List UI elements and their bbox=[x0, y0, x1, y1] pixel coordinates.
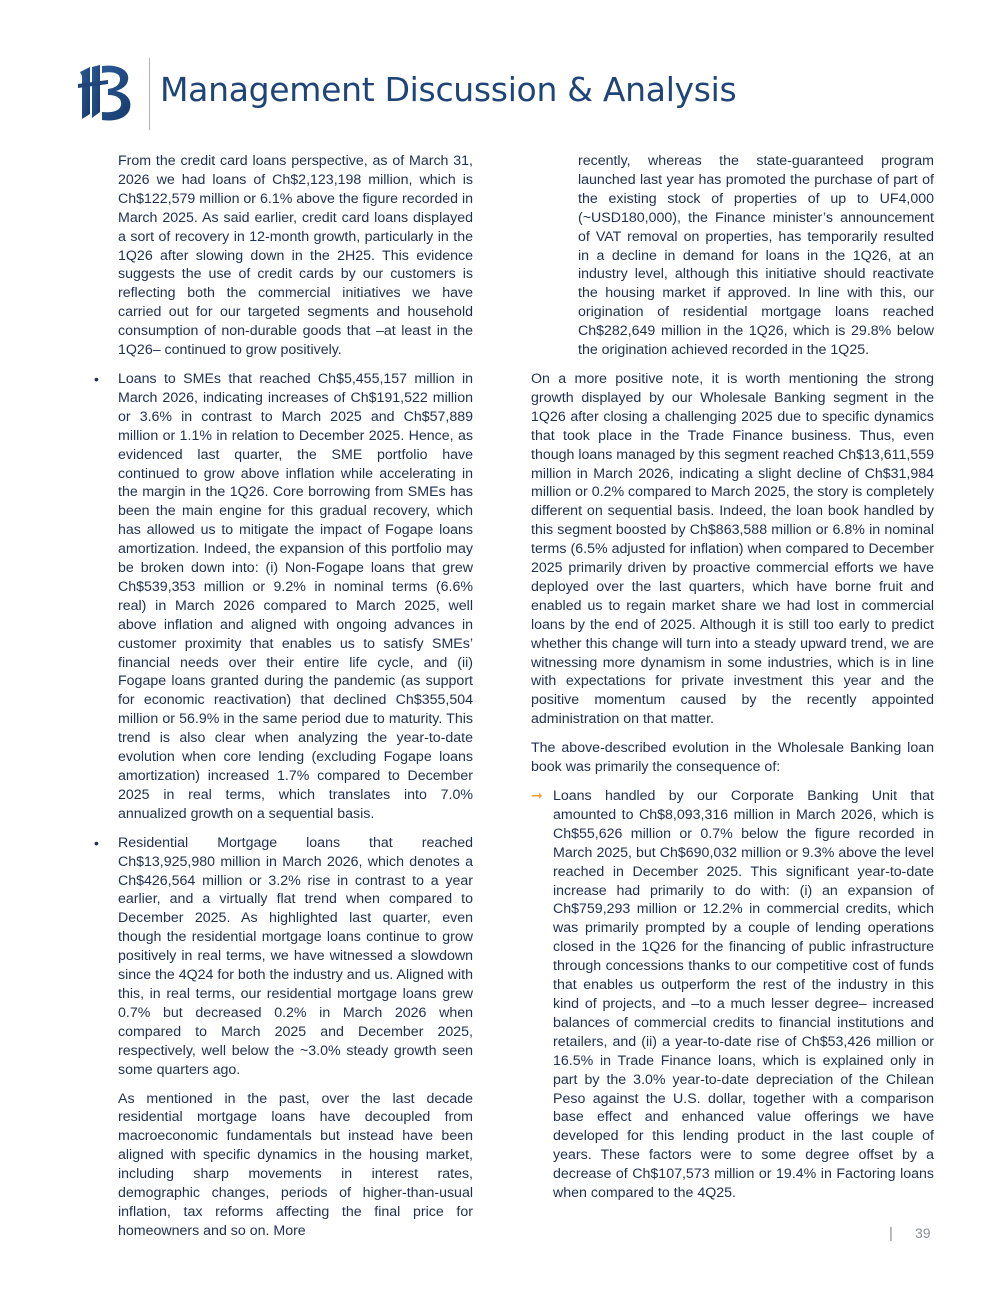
residential-mortgage-text: Residential Mortgage loans that reached Ch$13,925,980 million in March 2026, which denotes a Ch$426,564 million or 3.2% rise in contrast to a year earlier, and a virtually flat trend when compared to December 2025. As highlighted last quarter, even though the residential mortgage loans continue to grow positively in real terms, we have witnessed a slowdown since the 4Q24 for both the industry and us. Aligned with this, in real terms, our residential mortgage loans grew 0.7% but decreased 0.2% in March 2026 when compared to March 2025 and December 2025, respectively, well below the ~3.0% steady growth seen some quarters ago. bbox=[118, 834, 473, 1078]
right-column bbox=[531, 152, 934, 1203]
page-header bbox=[0, 0, 1004, 140]
left-column bbox=[94, 152, 473, 1251]
mortgage-continuation-paragraph: recently, whereas the state-guaranteed program launched last year has promoted the purchase of part of the existing stock of properties of up to UF4,000 (~USD180,000), the Finance minister’s announcement of VAT removal on properties, has temporarily resulted in a decline in demand for loans in the 1Q26, at an industry level, although this initiative should reactivate the housing market if approved. In line with this, our origination of residential mortgage loans reached Ch$282,649 million in the 1Q26, which is 29.8% below the origination achieved recorded in the 1Q25. bbox=[578, 153, 934, 359]
page-number: 39 bbox=[915, 1225, 931, 1241]
wholesale-banking-paragraph: On a more positive note, it is worth mentioning the strong growth displayed by our Wholesale Banking segment in the 1Q26 after closing a challenging 2025 due to specific dynamics that took place in the Trade Finance business. Thus, even though loans managed by this segment reached Ch$13,611,559 million in March 2026, indicating a slight decline of Ch$31,984 million or 0.2% compared to March 2025, the story is completely different on sequential basis. Indeed, the loan book handled by this segment boosted by Ch$863,588 million or 6.8% in nominal terms (6.5% adjusted for inflation) when compared to December 2025 primarily driven by proactive commercial efforts we have deployed over the last quarters, which have borne fruit and enabled us to regain market share we had lost in commercial loans by the end of 2025. Although it is still too early to predict whether this change will turn into a steady upward trend, we are witnessing more dynamism in some industries, which is in line with expectations for private investment this year and the positive momentum caused by the recently appointed administration on that matter. bbox=[531, 370, 934, 728]
list-item-sme-loans bbox=[94, 370, 473, 824]
list-item-corporate-banking bbox=[531, 787, 934, 1203]
page-title: Management Discussion & Analysis bbox=[160, 70, 737, 109]
sme-loans-text: Loans to SMEs that reached Ch$5,455,157 million in March 2026, indicating increases of Ch$191,522 million or 3.6% in contrast to March 2025 and Ch$57,889 million or 1.1% in relation to December 2025. Hence, as evidenced last quarter, the SME portfolio have continued to grow above inflation while accelerating in the margin in the 1Q26. Core borrowing from SMEs has been the main engine for this gradual recovery, which has allowed us to mitigate the impact of Fogape loans amortization. Indeed, the expansion of this portfolio may be broken down into: (i) Non-Fogape loans that grew Ch$539,353 million or 9.2% in nominal terms (6.6% real) in March 2026 compared to March 2025, well above inflation and aligned with ongoing advances in customer proximity that enables us to satisfy SMEs’ financial needs over their entire life cycle, and (ii) Fogape loans granted during the pandemic (as support for economic reactivation) that declined Ch$355,504 million or 56.9% in the same period due to maturity. This trend is also clear when analyzing the year-to-date evolution when core lending (excluding Fogape loans amortization) increased 1.7% compared to December 2025 in real terms, which translates into 7.0% annualized growth on a sequential basis. bbox=[118, 370, 473, 822]
wholesale-evolution-paragraph: The above-described evolution in the Wholesale Banking loan book was primarily the consequence of: bbox=[531, 740, 934, 776]
list-item-residential-mortgage bbox=[94, 834, 473, 1080]
mortgage-context-paragraph: As mentioned in the past, over the last decade residential mortgage loans have decoupled from macroeconomic fundamentals but instead have been aligned with specific dynamics in the housing market, including sharp movements in interest rates, demographic changes, periods of higher-than-usual inflation, tax reforms affecting the final price for homeowners and so on. More bbox=[118, 1090, 473, 1239]
bank-logo-icon bbox=[78, 64, 134, 122]
corporate-banking-text: Loans handled by our Corporate Banking Unit that amounted to Ch$8,093,316 million in March 2026, which is Ch$55,626 million or 0.7% below the figure recorded in March 2025, but Ch$690,032 million or 9.3% above the level reached in December 2025. This significant year-to-date increase had primarily to do with: (i) an expansion of Ch$759,293 million or 12.2% in commercial credits, which was primarily prompted by a couple of lending operations closed in the 1Q26 for the financing of public infrastructure through concessions thanks to our competitive cost of funds that enables us outperform the rest of the industry in this kind of projects, and –to a much lesser degree– increased balances of commercial credits to financial institutions and retailers, and (ii) a year-to-date rise of Ch$53,426 million or 16.5% in Trade Finance loans, which is explained only in part by the 3.0% year-to-date depreciation of the Chilean Peso against the U.S. dollar, together with a comparison base effect and enhanced value offerings we have developed for this lending product in the last couple of years. These factors were to some degree offset by a decrease of Ch$107,573 million or 19.4% in Factoring loans when compared to the 4Q25. bbox=[553, 788, 934, 1202]
bullet-marker: • bbox=[94, 834, 99, 851]
footer-separator: | bbox=[889, 1225, 893, 1242]
credit-card-paragraph: From the credit card loans perspective, as of March 31, 2026 we had loans of Ch$2,123,198 million, which is Ch$122,579 million or 6.1% above the figure recorded in March 2025. As said earlier, credit card loans displayed a sort of recovery in 12-month growth, particularly in the 1Q26 after slowing down in the 2H25. This evidence suggests the use of credit cards by our customers is reflecting both the commercial initiatives we have carried out for our targeted segments and household consumption of non-durable goods that –at least in the 1Q26– continued to grow positively. bbox=[118, 153, 473, 359]
bullet-marker: • bbox=[94, 370, 99, 387]
arrow-right-icon: ➞ bbox=[531, 787, 543, 803]
header-divider bbox=[149, 58, 150, 130]
